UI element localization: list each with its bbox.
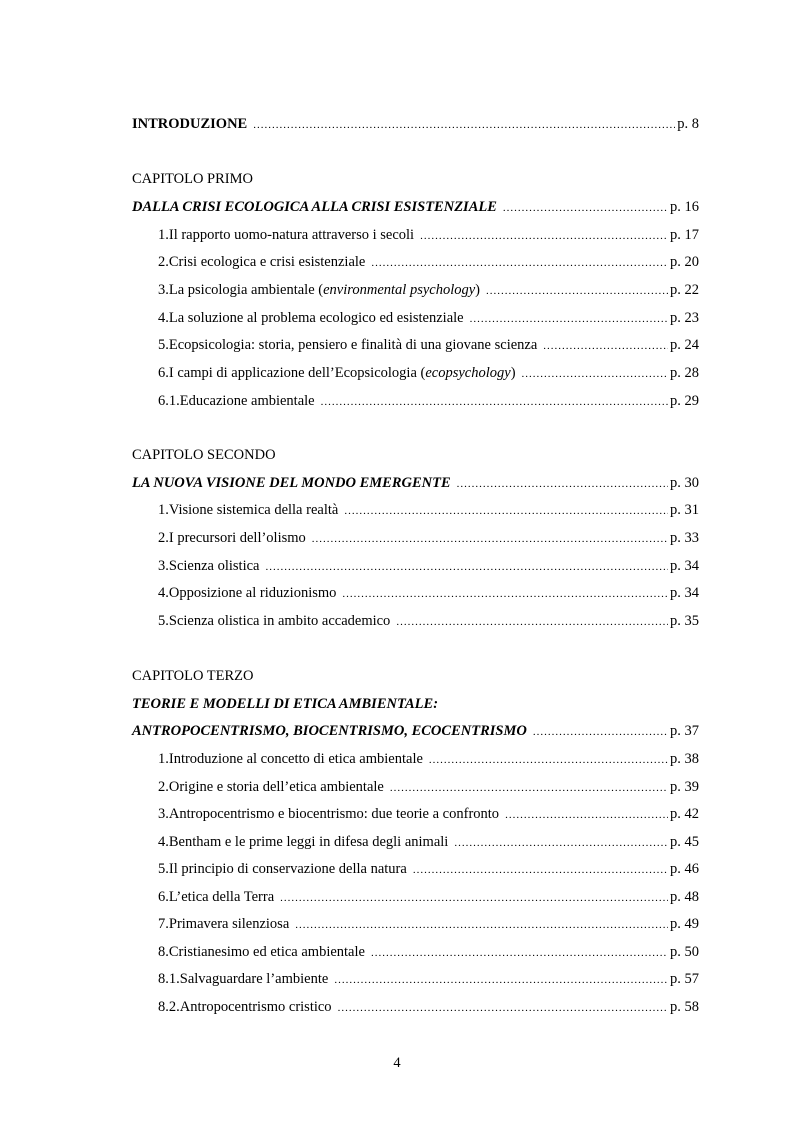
- toc-entry: [158, 252, 699, 272]
- entry-title: Origine e storia dell’etica ambientale: [168, 779, 384, 795]
- dot-leader: [280, 888, 668, 908]
- entry-title: Antropocentrismo cristico: [179, 999, 332, 1015]
- entry-title-part: La psicologia ambientale (: [168, 282, 324, 298]
- dot-leader: [533, 722, 668, 742]
- entry-number: 1.: [158, 227, 169, 243]
- entry-number: 5.: [158, 861, 169, 877]
- dot-leader: [371, 253, 668, 273]
- page-number: 4: [393, 1055, 401, 1071]
- entry-page: p. 49: [670, 916, 699, 932]
- entry-number: 2.: [158, 254, 169, 270]
- chapter-label: CAPITOLO SECONDO: [132, 447, 276, 463]
- toc-entry: [158, 887, 699, 907]
- dot-leader: [253, 115, 675, 135]
- entry-title: Il rapporto uomo-natura attraverso i secoli: [168, 227, 415, 243]
- entry-number: 6.: [158, 365, 169, 381]
- entry-page: p. 22: [670, 282, 699, 298]
- entry-title: Salvaguardare l’ambiente: [179, 971, 329, 987]
- dot-leader: [413, 860, 668, 880]
- toc-entry: [158, 500, 699, 520]
- entry-title: ANTROPOCENTRISMO, BIOCENTRISMO, ECOCENTRISMO: [132, 723, 527, 739]
- chapter-label: CAPITOLO PRIMO: [132, 171, 253, 187]
- entry-number: 4.: [158, 834, 169, 850]
- toc-entry: [158, 583, 699, 603]
- entry-number: 8.2.: [158, 999, 180, 1015]
- dot-leader: [522, 364, 668, 384]
- entry-page: p. 48: [670, 889, 699, 905]
- toc-entry: [158, 804, 699, 824]
- dot-leader: [371, 943, 668, 963]
- dot-leader: [470, 309, 668, 329]
- toc-entry-sub: [158, 969, 699, 989]
- entry-title: Opposizione al riduzionismo: [168, 585, 337, 601]
- entry-number: 4.: [158, 585, 169, 601]
- entry-title: Introduzione al concetto di etica ambientale: [168, 751, 423, 767]
- entry-page: p. 8: [677, 116, 699, 132]
- entry-title-part: I campi di applicazione dell’Ecopsicologia (: [168, 365, 426, 381]
- entry-number: 7.: [158, 916, 169, 932]
- entry-title-italic: ecopsychology: [425, 365, 511, 381]
- entry-title: [169, 363, 516, 383]
- chapter-title-line: TEORIE E MODELLI DI ETICA AMBIENTALE:: [132, 696, 439, 712]
- entry-page: p. 45: [670, 834, 699, 850]
- entry-number: 3.: [158, 282, 169, 298]
- entry-title: DALLA CRISI ECOLOGICA ALLA CRISI ESISTENZIALE: [132, 199, 497, 215]
- entry-title: INTRODUZIONE: [132, 116, 248, 132]
- entry-page: p. 23: [670, 310, 699, 326]
- entry-page: p. 24: [670, 337, 699, 353]
- entry-title: [169, 280, 480, 300]
- toc-entry: [158, 225, 699, 245]
- entry-page: p. 30: [670, 475, 699, 491]
- toc-entry: [158, 914, 699, 934]
- toc-entry: [158, 528, 699, 548]
- entry-page: p. 34: [670, 558, 699, 574]
- entry-number: 5.: [158, 337, 169, 353]
- dot-leader: [429, 750, 668, 770]
- entry-page: p. 16: [670, 199, 699, 215]
- entry-title: Ecopsicologia: storia, pensiero e finalità di una giovane scienza: [168, 337, 538, 353]
- entry-page: p. 39: [670, 779, 699, 795]
- entry-title-part: ): [475, 282, 481, 298]
- entry-number: 3.: [158, 558, 169, 574]
- entry-page: p. 28: [670, 365, 699, 381]
- entry-title: Primavera silenziosa: [168, 916, 290, 932]
- entry-number: 4.: [158, 310, 169, 326]
- toc-entry-chapter-title: [132, 197, 699, 217]
- entry-title: Scienza olistica: [168, 558, 260, 574]
- entry-page: p. 31: [670, 502, 699, 518]
- entry-page: p. 17: [670, 227, 699, 243]
- entry-number: 2.: [158, 530, 169, 546]
- toc-entry-introduction: [132, 114, 699, 134]
- entry-number: 8.1.: [158, 971, 180, 987]
- entry-number: 2.: [158, 779, 169, 795]
- toc-entry: [158, 942, 699, 962]
- entry-number: 3.: [158, 806, 169, 822]
- entry-title: Crisi ecologica e crisi esistenziale: [168, 254, 366, 270]
- entry-title-italic: environmental psychology: [323, 282, 476, 298]
- entry-title: La soluzione al problema ecologico ed esistenziale: [168, 310, 464, 326]
- dot-leader: [265, 557, 668, 577]
- toc-entry-sub: [158, 391, 699, 411]
- toc-entry-sub: [158, 997, 699, 1017]
- toc-entry-chapter-title: [132, 721, 699, 741]
- entry-page: p. 57: [670, 971, 699, 987]
- toc-entry: [158, 777, 699, 797]
- entry-title: L’etica della Terra: [168, 889, 275, 905]
- entry-number: 5.: [158, 613, 169, 629]
- entry-title: Educazione ambientale: [179, 393, 315, 409]
- entry-page: p. 33: [670, 530, 699, 546]
- toc-entry-chapter-title: [132, 473, 699, 493]
- dot-leader: [454, 833, 668, 853]
- dot-leader: [344, 501, 668, 521]
- entry-title: LA NUOVA VISIONE DEL MONDO EMERGENTE: [132, 475, 451, 491]
- entry-page: p. 58: [670, 999, 699, 1015]
- entry-page: p. 38: [670, 751, 699, 767]
- chapter-label: CAPITOLO TERZO: [132, 668, 254, 684]
- dot-leader: [457, 474, 668, 494]
- entry-title: Visione sistemica della realtà: [168, 502, 339, 518]
- toc-entry: [158, 363, 699, 383]
- toc-entry: [158, 308, 699, 328]
- dot-leader: [334, 970, 668, 990]
- entry-number: 8.: [158, 944, 169, 960]
- entry-title: Scienza olistica in ambito accademico: [168, 613, 391, 629]
- dot-leader: [543, 336, 668, 356]
- entry-page: p. 29: [670, 393, 699, 409]
- dot-leader: [420, 226, 668, 246]
- entry-number: 1.: [158, 502, 169, 518]
- toc-entry: [158, 749, 699, 769]
- toc-entry: [158, 832, 699, 852]
- entry-number: 6.: [158, 889, 169, 905]
- entry-page: p. 37: [670, 723, 699, 739]
- entry-page: p. 35: [670, 613, 699, 629]
- toc-entry: [158, 556, 699, 576]
- dot-leader: [503, 198, 668, 218]
- entry-page: p. 34: [670, 585, 699, 601]
- entry-page: p. 50: [670, 944, 699, 960]
- dot-leader: [342, 584, 668, 604]
- dot-leader: [312, 529, 668, 549]
- entry-title: Bentham e le prime leggi in difesa degli animali: [168, 834, 449, 850]
- dot-leader: [396, 612, 668, 632]
- toc-entry: [158, 280, 699, 300]
- dot-leader: [486, 281, 668, 301]
- toc-entry: [158, 335, 699, 355]
- dot-leader: [295, 915, 668, 935]
- entry-title-part: ): [510, 365, 516, 381]
- entry-title: I precursori dell’olismo: [168, 530, 306, 546]
- entry-page: p. 20: [670, 254, 699, 270]
- dot-leader: [321, 392, 668, 412]
- entry-page: p. 46: [670, 861, 699, 877]
- entry-title: Antropocentrismo e biocentrismo: due teorie a confronto: [168, 806, 500, 822]
- dot-leader: [505, 805, 668, 825]
- entry-title: Cristianesimo ed etica ambientale: [168, 944, 365, 960]
- toc-entry: [158, 859, 699, 879]
- entry-page: p. 42: [670, 806, 699, 822]
- entry-number: 1.: [158, 751, 169, 767]
- toc-entry: [158, 611, 699, 631]
- dot-leader: [390, 778, 668, 798]
- entry-number: 6.1.: [158, 393, 180, 409]
- dot-leader: [338, 998, 668, 1018]
- entry-title: Il principio di conservazione della natura: [168, 861, 407, 877]
